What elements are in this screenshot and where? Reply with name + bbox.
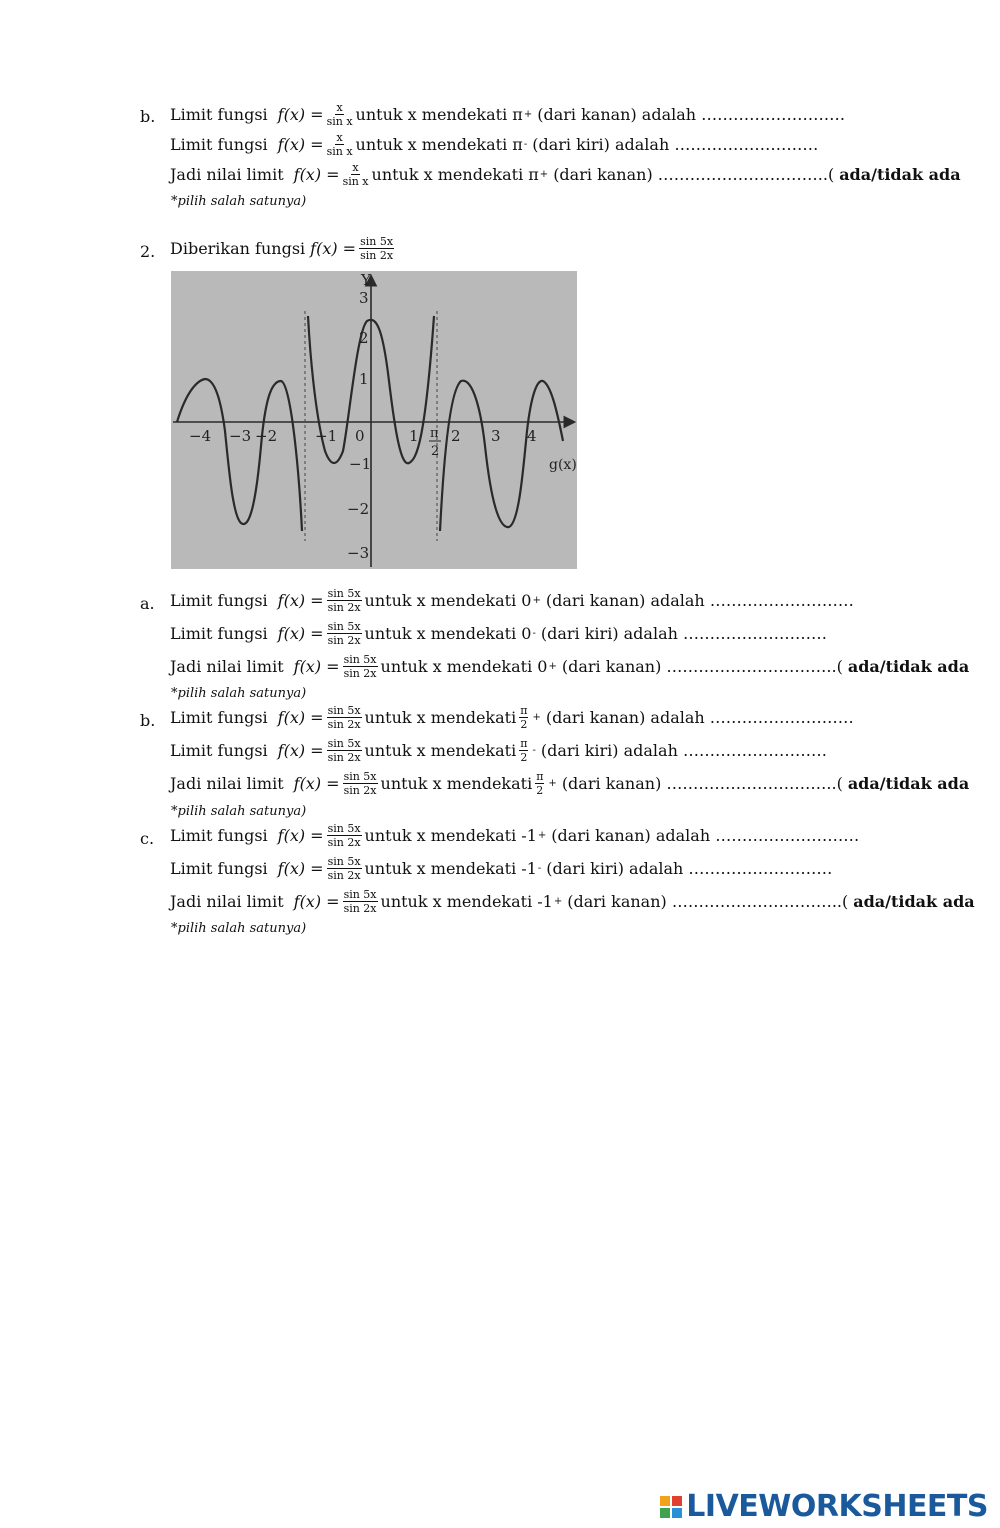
fraction: $\frac{\sin 5x}{\sin 2x}$: [343, 770, 377, 797]
problem-number: 2.: [140, 242, 156, 261]
fraction: $\frac{x}{\text{sin x}}$: [326, 131, 353, 158]
limit-line: Limit fungsi f(x) = $\frac{\sin 5x}{\sin 2x}$ untuk x mendekati 0 - (dari kiri) adalah ………………………: [170, 620, 828, 647]
logo-icon: [660, 1496, 682, 1518]
curve-right: [440, 381, 563, 531]
fraction: $\frac{x}{\text{sin x}}$: [326, 101, 353, 128]
curve-left: [177, 379, 302, 531]
limit-conclusion-line: Jadi nilai limit f(x) = $\frac{x}{\text{sin x}}$ untuk x mendekati π + (dari kanan) …………………………..( ada/tidak ada: [170, 161, 961, 188]
instruction-note: *pilih salah satunya): [171, 804, 307, 819]
x-tick: −1: [315, 427, 338, 445]
x-axis-label: g(x): [549, 457, 577, 473]
limit-line: Limit fungsi f(x) = $\frac{\sin 5x}{\sin 2x}$ untuk x mendekati -1 - (dari kiri) adalah ………………………: [170, 855, 833, 882]
function-graph: [171, 271, 577, 569]
pi-fraction: $\frac{\pi}{2}$: [536, 770, 544, 797]
pi-fraction: $\frac{\pi}{2}$: [520, 737, 528, 764]
x-tick-pi-num: π: [430, 426, 439, 441]
fraction: $\frac{\sin 5x}{\sin 2x}$: [327, 737, 361, 764]
item-marker: b.: [140, 711, 156, 730]
fraction: $\frac{\sin 5x}{\sin 2x}$: [343, 888, 377, 915]
answer-choice: ada/tidak ada: [847, 774, 970, 793]
fraction: $\frac{\sin 5x}{\sin 2x}$: [327, 587, 361, 614]
fraction: $\frac{\sin 5x}{\sin 2x}$: [327, 855, 361, 882]
limit-line: Limit fungsi f(x) = $\frac{x}{\text{sin x}}$ untuk x mendekati π - (dari kiri) adalah ………………………: [170, 131, 819, 158]
y-axis-label: Y: [361, 271, 371, 289]
logo-text: LIVEWORKSHEETS: [686, 1489, 988, 1524]
x-tick-pi-den: 2: [431, 444, 440, 459]
limit-line: Limit fungsi f(x) = $\frac{x}{\text{sin x}}$ untuk x mendekati π + (dari kanan) adalah ………………………: [170, 101, 846, 128]
x-tick: −2: [255, 427, 278, 445]
instruction-note: *pilih salah satunya): [171, 194, 307, 209]
y-tick: −3: [347, 544, 370, 562]
x-tick: 1: [409, 427, 419, 445]
fraction: $\frac{\sin 5x}{\sin 2x}$: [360, 235, 394, 262]
x-tick: 4: [527, 427, 537, 445]
y-tick: 1: [359, 370, 369, 388]
y-tick: −1: [349, 455, 372, 473]
limit-conclusion-line: Jadi nilai limit f(x) = $\frac{\sin 5x}{\sin 2x}$ untuk x mendekati 0 + (dari kanan) …………………………..( ada/tidak ada: [170, 653, 970, 680]
answer-choice: ada/tidak ada: [839, 165, 961, 184]
x-tick: 2: [451, 427, 461, 445]
x-tick: 3: [491, 427, 501, 445]
item-marker: b.: [140, 107, 156, 126]
limit-line: Limit fungsi f(x) = $\frac{\sin 5x}{\sin 2x}$ untuk x mendekati -1 + (dari kanan) adalah ………………………: [170, 822, 860, 849]
pi-fraction: $\frac{\pi}{2}$: [520, 704, 528, 731]
x-tick: −3: [229, 427, 252, 445]
y-tick: 2: [359, 329, 369, 347]
item-marker: c.: [140, 829, 155, 848]
fraction: $\frac{\sin 5x}{\sin 2x}$: [327, 620, 361, 647]
limit-conclusion-line: Jadi nilai limit f(x) = $\frac{\sin 5x}{\sin 2x}$ untuk x mendekati $\frac{\pi}{2}$ + (dari kanan) …………………………..( ada/tidak ada: [170, 770, 970, 797]
x-tick: −4: [189, 427, 212, 445]
fraction: $\frac{x}{\text{sin x}}$: [342, 161, 369, 188]
limit-line: Limit fungsi f(x) = $\frac{\sin 5x}{\sin 2x}$ untuk x mendekati $\frac{\pi}{2}$ - (dari kiri) adalah ………………………: [170, 737, 827, 764]
limit-conclusion-line: Jadi nilai limit f(x) = $\frac{\sin 5x}{\sin 2x}$ untuk x mendekati -1 + (dari kanan) …………………………..( ada/tidak ada: [170, 888, 975, 915]
fraction: $\frac{\sin 5x}{\sin 2x}$: [327, 704, 361, 731]
answer-choice: ada/tidak ada: [853, 892, 975, 911]
limit-line: Limit fungsi f(x) = $\frac{\sin 5x}{\sin 2x}$ untuk x mendekati $\frac{\pi}{2}$ + (dari kanan) adalah ………………………: [170, 704, 854, 731]
instruction-note: *pilih salah satunya): [171, 921, 307, 936]
instruction-note: *pilih salah satunya): [171, 686, 307, 701]
liveworksheets-logo[interactable]: [660, 1489, 988, 1524]
problem-statement: Diberikan fungsi f(x) = $\frac{\sin 5x}{\sin 2x}$: [170, 235, 394, 262]
fraction: $\frac{\sin 5x}{\sin 2x}$: [327, 822, 361, 849]
item-marker: a.: [140, 594, 155, 613]
x-tick: 0: [355, 427, 365, 445]
limit-line: Limit fungsi f(x) = $\frac{\sin 5x}{\sin 2x}$ untuk x mendekati 0 + (dari kanan) adalah ………………………: [170, 587, 854, 614]
graph-svg: [171, 271, 577, 569]
fraction: $\frac{\sin 5x}{\sin 2x}$: [343, 653, 377, 680]
y-tick: −2: [347, 500, 370, 518]
answer-choice: ada/tidak ada: [847, 657, 970, 676]
y-tick: 3: [359, 289, 369, 307]
